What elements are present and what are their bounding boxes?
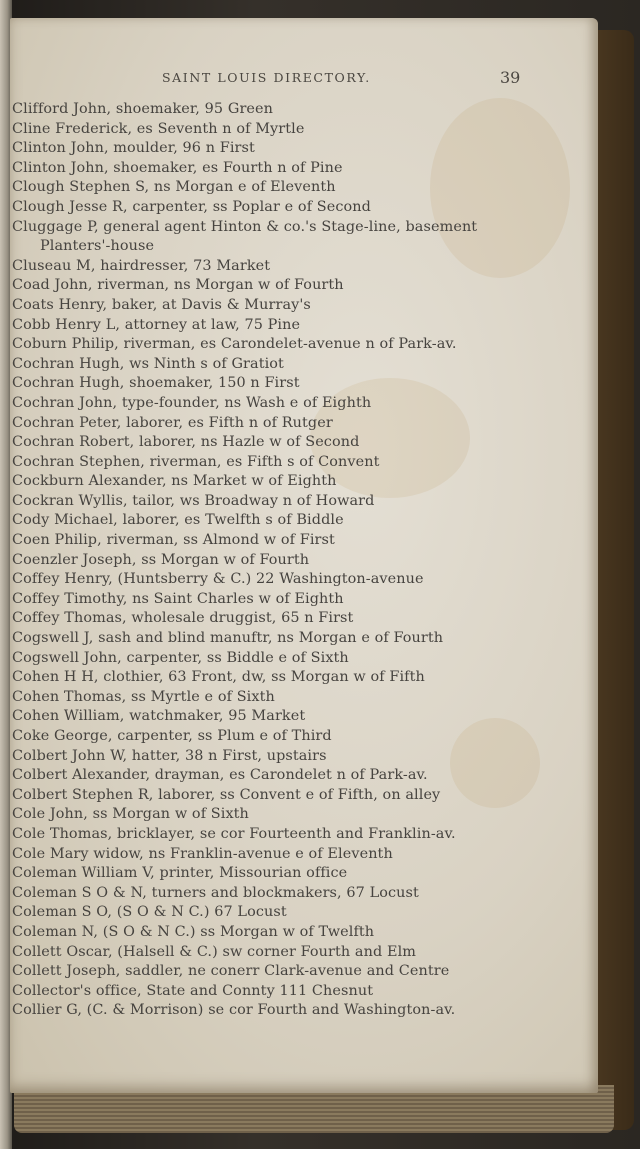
directory-entry: Cockran Wyllis, tailor, ws Broadway n of Howard: [12, 492, 375, 509]
directory-entry: Coffey Thomas, wholesale druggist, 65 n First: [12, 610, 354, 627]
directory-entry: Coburn Philip, riverman, es Carondelet-avenue n of Park-av.: [12, 336, 457, 353]
directory-entry: Clinton John, shoemaker, es Fourth n of Pine: [12, 159, 343, 176]
directory-entry: Collector's office, State and Connty 111 Chesnut: [12, 982, 374, 999]
directory-entry: Cohen William, watchmaker, 95 Market: [12, 708, 306, 725]
directory-entry: Cline Frederick, es Seventh n of Myrtle: [12, 120, 305, 137]
directory-entry-continuation: Planters'-house: [40, 238, 155, 255]
page-header: [10, 68, 598, 88]
directory-entry: Collier G, (C. & Morrison) se cor Fourth and Washington-av.: [12, 1002, 456, 1019]
directory-entry: Clifford John, shoemaker, 95 Green: [12, 101, 274, 117]
directory-entry: Cluggage P, general agent Hinton & co.'s Stage-line, basement: [12, 218, 478, 235]
directory-entry: Cockburn Alexander, ns Market w of Eighth: [12, 473, 337, 490]
directory-entry: Cole John, ss Morgan w of Sixth: [12, 806, 249, 823]
directory-entry: Colbert Alexander, drayman, es Carondelet n of Park-av.: [12, 767, 428, 784]
directory-entry: Cohen Thomas, ss Myrtle e of Sixth: [12, 688, 275, 705]
directory-entry: Colbert Stephen R, laborer, ss Convent e of Fifth, on alley: [12, 786, 441, 803]
directory-entry: Clinton John, moulder, 96 n First: [12, 140, 255, 157]
running-title: SAINT LOUIS DIRECTORY.: [162, 70, 371, 85]
page-number: 39: [500, 68, 521, 87]
directory-entry: Colbert John W, hatter, 38 n First, upstairs: [12, 747, 327, 764]
directory-entry: Cobb Henry L, attorney at law, 75 Pine: [12, 316, 301, 333]
directory-entry: Collett Joseph, saddler, ne conerr Clark-avenue and Centre: [12, 963, 450, 980]
directory-entry: Coleman William V, printer, Missourian office: [12, 865, 348, 882]
directory-entry: Cochran Hugh, ws Ninth s of Gratiot: [12, 355, 284, 372]
directory-entry: Coleman S O & N, turners and blockmakers, 67 Locust: [12, 884, 419, 901]
directory-entry: Cohen H H, clothier, 63 Front, dw, ss Morgan w of Fifth: [12, 669, 425, 686]
directory-entry: Coad John, riverman, ns Morgan w of Fourth: [12, 277, 344, 294]
directory-entry: Cochran Hugh, shoemaker, 150 n First: [12, 375, 300, 392]
directory-entry: Clough Stephen S, ns Morgan e of Eleventh: [12, 179, 336, 196]
directory-entry: Clough Jesse R, carpenter, ss Poplar e of Second: [12, 198, 371, 215]
directory-entry: Coleman N, (S O & N C.) ss Morgan w of Twelfth: [12, 923, 375, 940]
directory-entry: Cochran Peter, laborer, es Fifth n of Rutger: [12, 414, 333, 431]
directory-entry: Cochran Stephen, riverman, es Fifth s of Convent: [12, 453, 380, 470]
directory-entry: Coke George, carpenter, ss Plum e of Third: [12, 728, 332, 744]
directory-entry: Coffey Timothy, ns Saint Charles w of Eighth: [12, 590, 344, 607]
directory-entry: Coleman S O, (S O & N C.) 67 Locust: [12, 904, 287, 921]
directory-entry: Collett Oscar, (Halsell & C.) sw corner Fourth and Elm: [12, 943, 417, 960]
directory-page: [10, 18, 598, 1093]
directory-entry: Cogswell J, sash and blind manuftr, ns Morgan e of Fourth: [12, 630, 444, 647]
directory-entry: Coffey Henry, (Huntsberry & C.) 22 Washington-avenue: [12, 571, 424, 588]
directory-entry: Cochran John, type-founder, ns Wash e of Eighth: [12, 394, 372, 411]
directory-entry: Cole Thomas, bricklayer, se cor Fourteenth and Franklin-av.: [12, 825, 456, 842]
directory-entry: Cole Mary widow, ns Franklin-avenue e of Eleventh: [12, 845, 393, 862]
directory-entries: [12, 100, 592, 1021]
directory-entry: Cody Michael, laborer, es Twelfth s of Biddle: [12, 512, 344, 529]
directory-entry: Cogswell John, carpenter, ss Biddle e of Sixth: [12, 649, 349, 666]
directory-entry: Cochran Robert, laborer, ns Hazle w of Second: [12, 434, 360, 451]
directory-entry: Coats Henry, baker, at Davis & Murray's: [12, 296, 311, 313]
directory-entry: Cluseau M, hairdresser, 73 Market: [12, 257, 271, 274]
directory-entry: Coen Philip, riverman, ss Almond w of First: [12, 532, 335, 549]
directory-entry: Coenzler Joseph, ss Morgan w of Fourth: [12, 551, 310, 568]
